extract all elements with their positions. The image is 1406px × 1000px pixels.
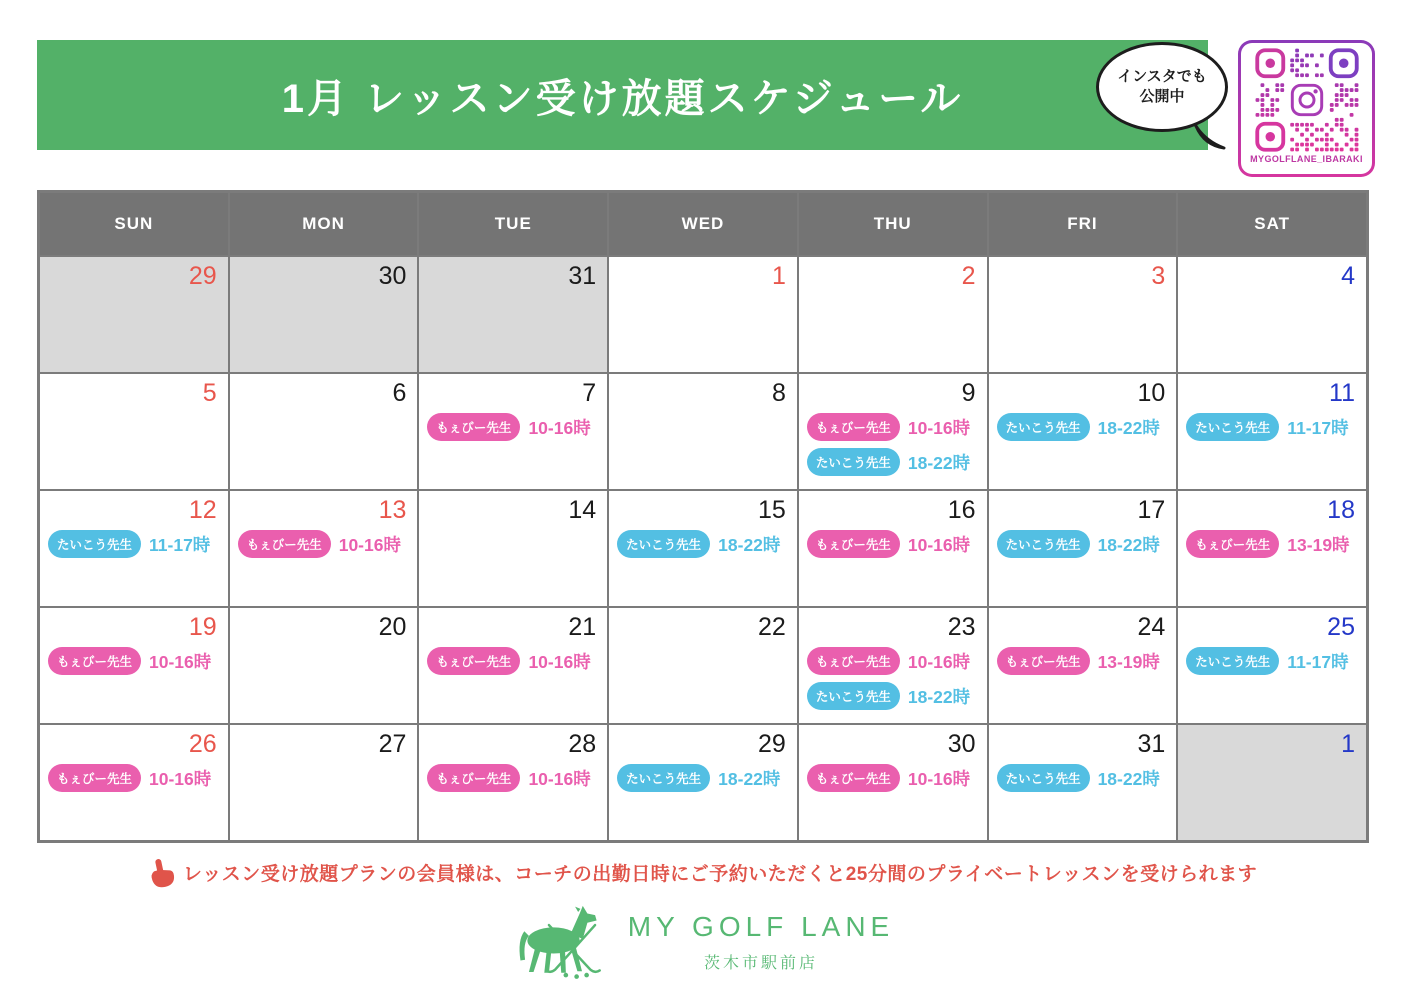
teacher-badge: たいこう先生	[617, 530, 710, 558]
date-number: 12	[188, 496, 217, 524]
date-number: 3	[1151, 262, 1166, 290]
lesson-list	[807, 647, 985, 710]
day-cell-w4-23	[798, 607, 988, 724]
day-cell-w3-16	[798, 490, 988, 607]
date-number: 16	[947, 496, 976, 524]
date-number: 17	[1137, 496, 1166, 524]
qr-code-card[interactable]	[1238, 40, 1375, 177]
lesson-time: 10-16時	[528, 417, 591, 438]
lesson-time: 18-22時	[1097, 417, 1160, 438]
lesson-time: 10-16時	[528, 651, 591, 672]
date-number: 31	[568, 262, 597, 290]
brand-name: MY GOLF LANE	[627, 911, 895, 942]
lesson-list	[997, 764, 1175, 792]
lesson-entry	[427, 413, 605, 441]
day-cell-w2-6	[229, 373, 419, 490]
teacher-badge: もぇびー先生	[48, 647, 141, 675]
lesson-entry	[807, 764, 985, 792]
lesson-entry	[807, 413, 985, 441]
lesson-time: 13-19時	[1097, 651, 1160, 672]
lesson-time: 18-22時	[1097, 534, 1160, 555]
date-number: 5	[202, 379, 217, 407]
teacher-badge: もぇびー先生	[807, 764, 900, 792]
day-cell-w3-15	[608, 490, 798, 607]
day-cell-w4-20	[229, 607, 419, 724]
teacher-badge: もぇびー先生	[427, 413, 520, 441]
date-number: 18	[1327, 496, 1355, 524]
lesson-entry	[997, 530, 1175, 558]
lesson-list	[238, 530, 416, 558]
teacher-badge: もぇびー先生	[807, 530, 900, 558]
day-cell-w5-29	[608, 724, 798, 841]
day-cell-w5-31	[988, 724, 1178, 841]
lesson-list	[997, 530, 1175, 558]
date-number: 9	[961, 379, 976, 407]
lesson-time: 18-22時	[718, 534, 781, 555]
date-number: 20	[378, 613, 407, 641]
date-number: 21	[568, 613, 597, 641]
day-cell-w4-21	[418, 607, 608, 724]
day-cell-w3-12	[39, 490, 229, 607]
lesson-entry	[997, 647, 1175, 675]
lesson-list	[997, 647, 1175, 675]
day-cell-w2-10	[988, 373, 1178, 490]
weekday-header-wed: WED	[608, 192, 798, 256]
date-number: 6	[392, 379, 407, 407]
footer-note	[0, 856, 1406, 888]
lesson-entry	[997, 413, 1175, 441]
day-cell-w4-19	[39, 607, 229, 724]
lesson-list	[1186, 647, 1364, 675]
day-cell-w3-17	[988, 490, 1178, 607]
lesson-time: 10-16時	[907, 651, 971, 672]
day-cell-w1-30	[229, 256, 419, 373]
day-cell-w2-5	[39, 373, 229, 490]
teacher-badge: もぇびー先生	[807, 413, 900, 441]
day-cell-w1-3	[988, 256, 1178, 373]
teacher-badge: もぇびー先生	[1186, 530, 1279, 558]
date-number: 15	[758, 496, 786, 524]
day-cell-w1-4	[1177, 256, 1367, 373]
lesson-list	[617, 530, 795, 558]
teacher-badge: もぇびー先生	[807, 647, 900, 675]
day-cell-w4-24	[988, 607, 1178, 724]
teacher-badge: たいこう先生	[997, 764, 1090, 792]
date-number: 19	[188, 613, 217, 641]
date-number: 10	[1137, 379, 1166, 407]
date-number: 26	[188, 730, 217, 758]
lesson-entry	[427, 764, 605, 792]
date-number: 22	[758, 613, 786, 641]
date-number: 30	[947, 730, 976, 758]
lesson-entry	[617, 764, 795, 792]
lesson-list	[617, 764, 795, 792]
teacher-badge: もぇびー先生	[427, 764, 520, 792]
date-number: 29	[758, 730, 786, 758]
teacher-badge: たいこう先生	[1186, 647, 1279, 675]
lesson-entry	[617, 530, 795, 558]
day-cell-w1-2	[798, 256, 988, 373]
lesson-time: 10-16時	[149, 768, 212, 789]
weekday-header-fri: FRI	[988, 192, 1178, 256]
date-number: 4	[1341, 262, 1355, 290]
lesson-time: 13-19時	[1287, 534, 1350, 555]
teacher-badge: たいこう先生	[997, 413, 1090, 441]
day-cell-w1-29	[39, 256, 229, 373]
teacher-badge: もぇびー先生	[238, 530, 331, 558]
lesson-list	[48, 647, 226, 675]
lesson-time: 18-22時	[1097, 768, 1160, 789]
lesson-list	[427, 764, 605, 792]
instagram-icon	[1287, 81, 1325, 119]
lesson-entry	[1186, 647, 1364, 675]
title-banner	[37, 40, 1208, 150]
lesson-list	[427, 647, 605, 675]
lesson-entry	[48, 764, 226, 792]
lesson-list	[997, 413, 1175, 441]
lesson-entry	[238, 530, 416, 558]
day-cell-w5-30	[798, 724, 988, 841]
lesson-list	[427, 413, 605, 441]
day-cell-w4-22	[608, 607, 798, 724]
day-cell-w3-18	[1177, 490, 1367, 607]
lesson-list	[48, 764, 226, 792]
date-number: 7	[582, 379, 597, 407]
lesson-list	[1186, 530, 1364, 558]
lesson-time: 11-17時	[149, 534, 211, 555]
date-number: 30	[378, 262, 407, 290]
brand-logo	[0, 903, 1406, 981]
lesson-time: 10-16時	[907, 417, 971, 438]
teacher-badge: たいこう先生	[807, 448, 900, 476]
day-cell-w2-9	[798, 373, 988, 490]
lesson-time: 10-16時	[528, 768, 591, 789]
lesson-time: 18-22時	[907, 452, 971, 473]
date-number: 8	[771, 379, 786, 407]
day-cell-w1-31	[418, 256, 608, 373]
weekday-header-tue: TUE	[418, 192, 608, 256]
page-title: 1月 レッスン受け放題スケジュール	[281, 76, 964, 121]
teacher-badge: たいこう先生	[617, 764, 710, 792]
date-number: 1	[771, 262, 786, 290]
instagram-handle: MYGOLFLANE_IBARAKI	[1250, 154, 1363, 164]
lesson-time: 18-22時	[718, 768, 781, 789]
lesson-time: 10-16時	[338, 534, 401, 555]
lesson-time: 10-16時	[907, 768, 971, 789]
lesson-entry	[997, 764, 1175, 792]
lesson-entry	[807, 530, 985, 558]
date-number: 14	[568, 496, 597, 524]
teacher-badge: もぇびー先生	[427, 647, 520, 675]
lesson-list	[48, 530, 226, 558]
lesson-list	[807, 413, 985, 476]
day-cell-w3-13	[229, 490, 419, 607]
lesson-time: 18-22時	[907, 686, 971, 707]
footer-note-text: レッスン受け放題プランの会員様は、コーチの出勤日時にご予約いただくと25分間のプライベートレッスンを受けられます	[182, 863, 1258, 885]
day-cell-w5-27	[229, 724, 419, 841]
lesson-entry	[1186, 530, 1364, 558]
lesson-entry	[427, 647, 605, 675]
date-number: 31	[1137, 730, 1166, 758]
lesson-entry	[1186, 413, 1364, 441]
teacher-badge: たいこう先生	[807, 682, 900, 710]
instagram-speech-bubble	[1096, 42, 1228, 132]
bubble-text-line1: インスタでも	[1117, 67, 1207, 85]
day-cell-w2-11	[1177, 373, 1367, 490]
lesson-list	[1186, 413, 1364, 441]
weekday-header-sat: SAT	[1177, 192, 1367, 256]
branch-name: 茨木市駅前店	[703, 955, 818, 972]
date-number: 13	[378, 496, 407, 524]
day-cell-w2-7	[418, 373, 608, 490]
bubble-text-line2: 公開中	[1139, 88, 1185, 105]
qr-code	[1255, 48, 1359, 152]
date-number: 28	[568, 730, 597, 758]
teacher-badge: もぇびー先生	[48, 764, 141, 792]
teacher-badge: たいこう先生	[48, 530, 141, 558]
day-cell-w4-25	[1177, 607, 1367, 724]
teacher-badge: たいこう先生	[997, 530, 1090, 558]
teacher-badge: たいこう先生	[1186, 413, 1279, 441]
date-number: 29	[188, 262, 217, 290]
date-number: 23	[947, 613, 976, 641]
lesson-entry	[807, 647, 985, 675]
weekday-header-sun: SUN	[39, 192, 229, 256]
day-cell-w5-28	[418, 724, 608, 841]
day-cell-w2-8	[608, 373, 798, 490]
date-number: 2	[961, 262, 976, 290]
lesson-time: 11-17時	[1287, 651, 1349, 672]
day-cell-w5-1	[1177, 724, 1367, 841]
day-cell-w5-26	[39, 724, 229, 841]
lesson-entry	[807, 682, 985, 710]
weekday-header-thu: THU	[798, 192, 988, 256]
day-cell-w1-1	[608, 256, 798, 373]
date-number: 11	[1329, 379, 1355, 407]
date-number: 25	[1327, 613, 1355, 641]
pointing-finger-icon	[146, 856, 178, 891]
teacher-badge: もぇびー先生	[997, 647, 1090, 675]
lesson-entry	[48, 530, 226, 558]
lesson-list	[807, 530, 985, 558]
lesson-entry	[48, 647, 226, 675]
lesson-list	[807, 764, 985, 792]
day-cell-w3-14	[418, 490, 608, 607]
lesson-time: 10-16時	[907, 534, 971, 555]
date-number: 1	[1341, 730, 1355, 758]
weekday-header-mon: MON	[229, 192, 419, 256]
lesson-time: 10-16時	[149, 651, 212, 672]
calendar-grid	[37, 190, 1369, 843]
lesson-time: 11-17時	[1287, 417, 1349, 438]
date-number: 27	[378, 730, 407, 758]
horse-golf-logo-icon	[512, 903, 612, 981]
lesson-entry	[807, 448, 985, 476]
date-number: 24	[1137, 613, 1166, 641]
